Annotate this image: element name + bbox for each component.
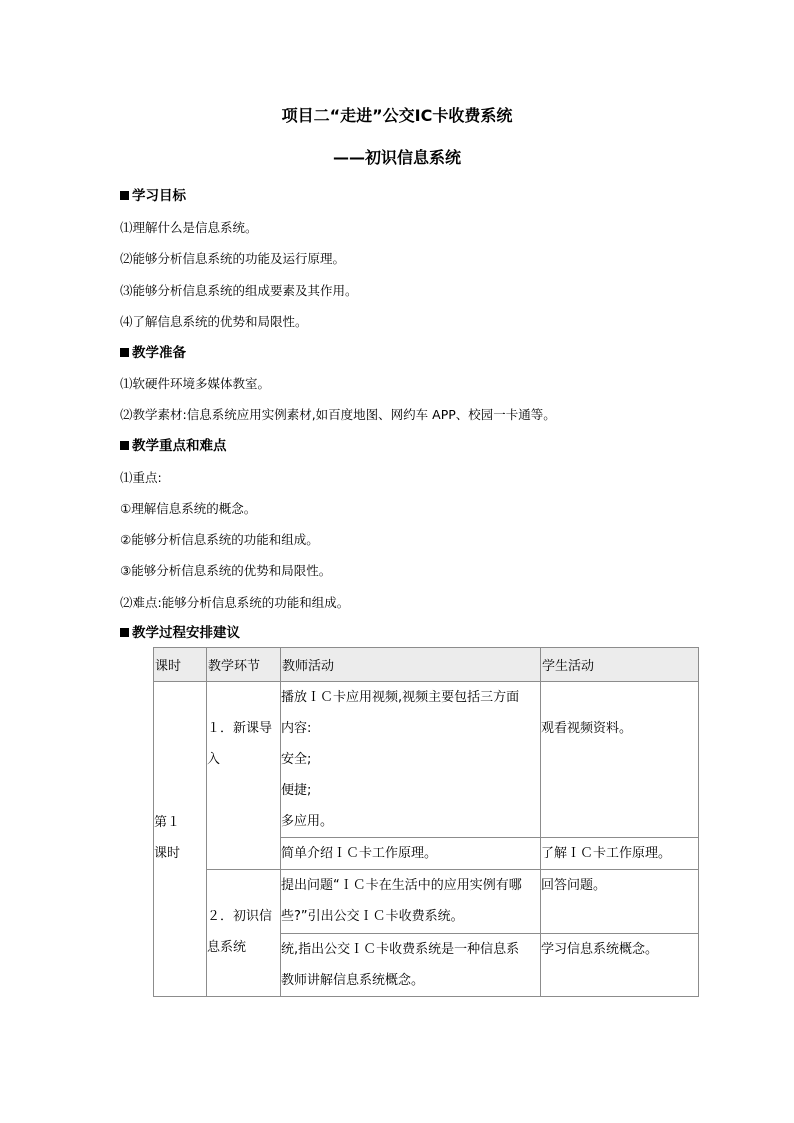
prep-item: ⑴软硬件环境多媒体教室。 — [120, 376, 271, 391]
student-activity-cell: 观看视频资料。 — [541, 682, 699, 838]
goal-item: ⑷了解信息系统的优势和局限性。 — [120, 314, 308, 329]
key-item: ③能够分析信息系统的优势和局限性。 — [120, 563, 332, 578]
section-heading-keys: 教学重点和难点 — [120, 437, 227, 455]
lesson-cell: 第１ 课时 — [154, 682, 207, 997]
stage-cell: ２．初识信 息系统 — [207, 870, 281, 997]
prep-item: ⑵教学素材:信息系统应用实例素材,如百度地图、网约车 APP、校园一卡通等。 — [120, 407, 556, 422]
table-row — [154, 682, 699, 838]
key-item: ⑵难点:能够分析信息系统的功能和组成。 — [120, 595, 350, 610]
key-item: ①理解信息系统的概念。 — [120, 501, 257, 516]
teacher-activity-cell: 统,指出公交ＩＣ卡收费系统是一种信息系 教师讲解信息系统概念。 — [281, 934, 541, 997]
goal-item: ⑵能够分析信息系统的功能及运行原理。 — [120, 251, 346, 266]
header-cell: 教师活动 — [281, 648, 541, 682]
header-cell: 课时 — [154, 648, 207, 682]
student-activity-cell: 学习信息系统概念。 — [541, 934, 699, 997]
doc-subtitle: ——初识信息系统 — [332, 148, 461, 167]
key-item: ②能够分析信息系统的功能和组成。 — [120, 532, 319, 547]
stage-cell: １．新课导 入 — [207, 682, 281, 870]
doc-title: 项目二“走进”公交IC卡收费系统 — [281, 106, 513, 125]
header-cell: 教学环节 — [207, 648, 281, 682]
square-bullet-icon — [120, 628, 129, 637]
teacher-activity-cell: 简单介绍ＩＣ卡工作原理。 — [281, 838, 541, 870]
header-cell: 学生活动 — [541, 648, 699, 682]
table-header-row — [154, 648, 699, 682]
lesson-plan-table — [153, 647, 699, 997]
student-activity-cell: 回答问题。 — [541, 870, 699, 934]
section-heading-goals: 学习目标 — [120, 187, 186, 205]
section-heading-process: 教学过程安排建议 — [120, 624, 240, 642]
teacher-activity-cell: 提出问题“ＩＣ卡在生活中的应用实例有哪 些?”引出公交ＩＣ卡收费系统。 — [281, 870, 541, 934]
key-item: ⑴重点: — [120, 470, 162, 485]
square-bullet-icon — [120, 348, 129, 357]
student-activity-cell: 了解ＩＣ卡工作原理。 — [541, 838, 699, 870]
teacher-activity-cell: 播放ＩＣ卡应用视频,视频主要包括三方面 内容: 安全; 便捷; 多应用。 — [281, 682, 541, 838]
table-row — [154, 870, 699, 934]
section-heading-prep: 教学准备 — [120, 344, 186, 362]
goal-item: ⑶能够分析信息系统的组成要素及其作用。 — [120, 283, 358, 298]
square-bullet-icon — [120, 191, 129, 200]
goal-item: ⑴理解什么是信息系统。 — [120, 220, 258, 235]
square-bullet-icon — [120, 441, 129, 450]
